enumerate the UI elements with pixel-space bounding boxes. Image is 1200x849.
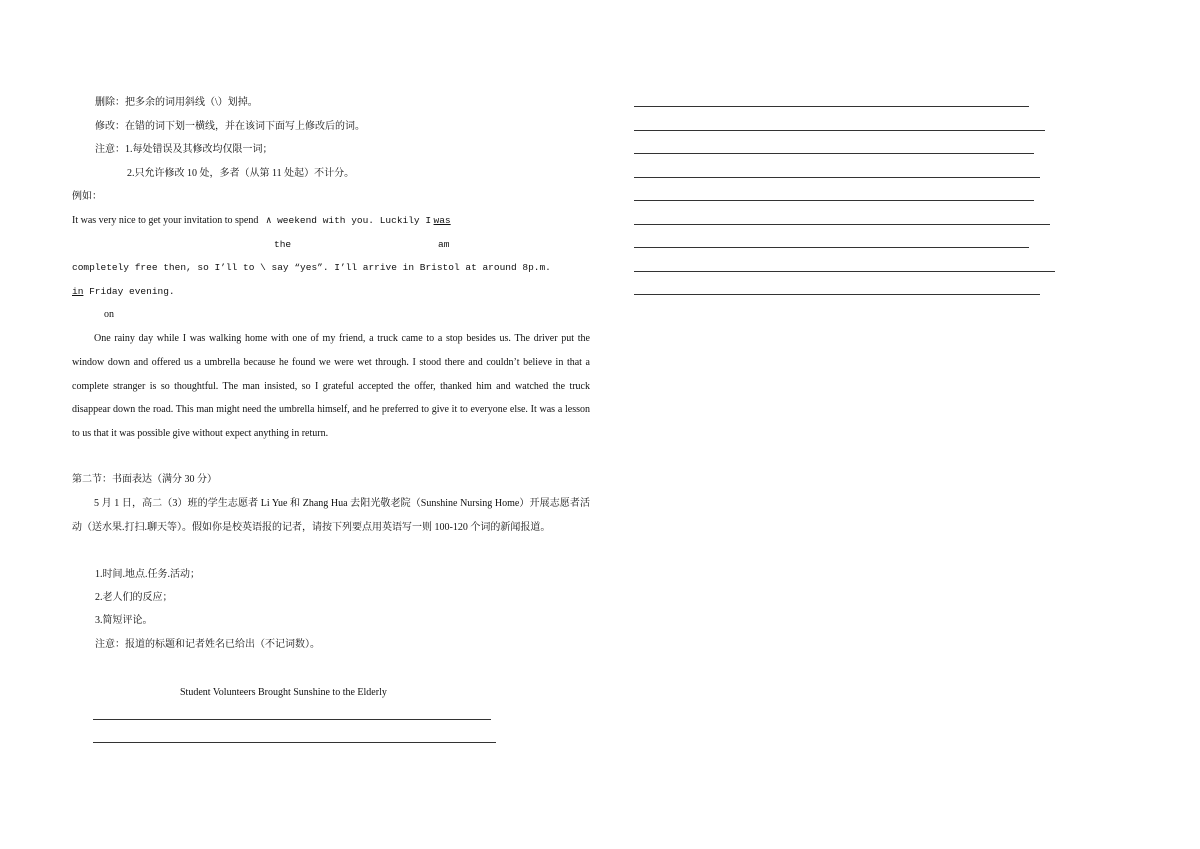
- example-correction-word: am: [438, 239, 450, 250]
- instruction-note-1: 注意：1.每处错误及其修改均仅限一词；: [95, 144, 273, 155]
- writing-point-1: 1.时间.地点.任务.活动；: [95, 569, 200, 580]
- writing-line[interactable]: [634, 294, 1040, 295]
- example-line-3-rest: Friday evening.: [89, 286, 175, 297]
- writing-line[interactable]: [634, 106, 1029, 107]
- section-2-heading: 第二节：书面表达（满分 30 分）: [72, 474, 217, 485]
- instruction-modify: 修改：在错的词下划一横线，并在该词下面写上修改后的词。: [95, 121, 365, 132]
- example-line-1-start: It was very nice to get your invitation to spend: [72, 215, 259, 226]
- caret-insert-mark: ∧: [265, 215, 272, 226]
- example-insert-word: the: [274, 239, 292, 250]
- writing-point-3: 3.简短评论。: [95, 615, 153, 626]
- writing-point-2: 2.老人们的反应；: [95, 592, 173, 603]
- writing-line[interactable]: [634, 177, 1040, 178]
- passage-text: One rainy day while I was walking home with one of my friend, a truck came to a stop besides us. The driver put the window down and offered us a umbrella because he found we were wet through. I stood there and couldn’t believe in that a complete stranger is so thoughtful. The man insisted, so I grateful accepted the offer, thanked him and watched the truck disappear down the road. This man might need the umbrella himself, and he preferred to give it to everyone else. It was a lesson to us that it was possible give without expect anything in return.: [72, 333, 590, 440]
- example-line-1-middle: weekend with you. Luckily I: [277, 215, 432, 226]
- writing-line[interactable]: [93, 742, 496, 743]
- example-label: 例如：: [72, 191, 102, 202]
- report-title: Student Volunteers Brought Sunshine to the Elderly: [180, 687, 387, 698]
- writing-line[interactable]: [634, 224, 1050, 225]
- example-error-word-2: in: [72, 286, 84, 297]
- example-line-3: [72, 285, 175, 299]
- example-line-2: completely free then, so I’ll to \ say “yes”. I’ll arrive in Bristol at around 8p.m.: [72, 262, 551, 273]
- error-correction-passage: [72, 327, 590, 446]
- writing-line[interactable]: [634, 271, 1055, 272]
- writing-line[interactable]: [93, 719, 491, 720]
- instruction-delete: 删除：把多余的词用斜线（\）划掉。: [95, 97, 258, 108]
- writing-line[interactable]: [634, 153, 1034, 154]
- example-correction-on: on: [104, 309, 114, 320]
- writing-line[interactable]: [634, 247, 1029, 248]
- instruction-note-2: 2.只允许修改 10 处，多者（从第 11 处起）不计分。: [127, 168, 355, 179]
- writing-note: 注意：报道的标题和记者姓名已给出（不记词数）。: [95, 639, 320, 650]
- writing-line[interactable]: [634, 200, 1034, 201]
- example-error-word: was: [433, 215, 451, 226]
- example-line-1: [72, 214, 451, 228]
- writing-line[interactable]: [634, 130, 1045, 131]
- writing-prompt: [72, 492, 590, 540]
- writing-prompt-text: 5 月 1 日，高二（3）班的学生志愿者 Li Yue 和 Zhang Hua 去阳光敬老院（Sunshine Nursing Home）开展志愿者活动（送水果.打扫.聊天等）。假如你是校英语报的记者，请按下列要点用英语写一则 100-120 个词的新闻报道。: [72, 498, 590, 533]
